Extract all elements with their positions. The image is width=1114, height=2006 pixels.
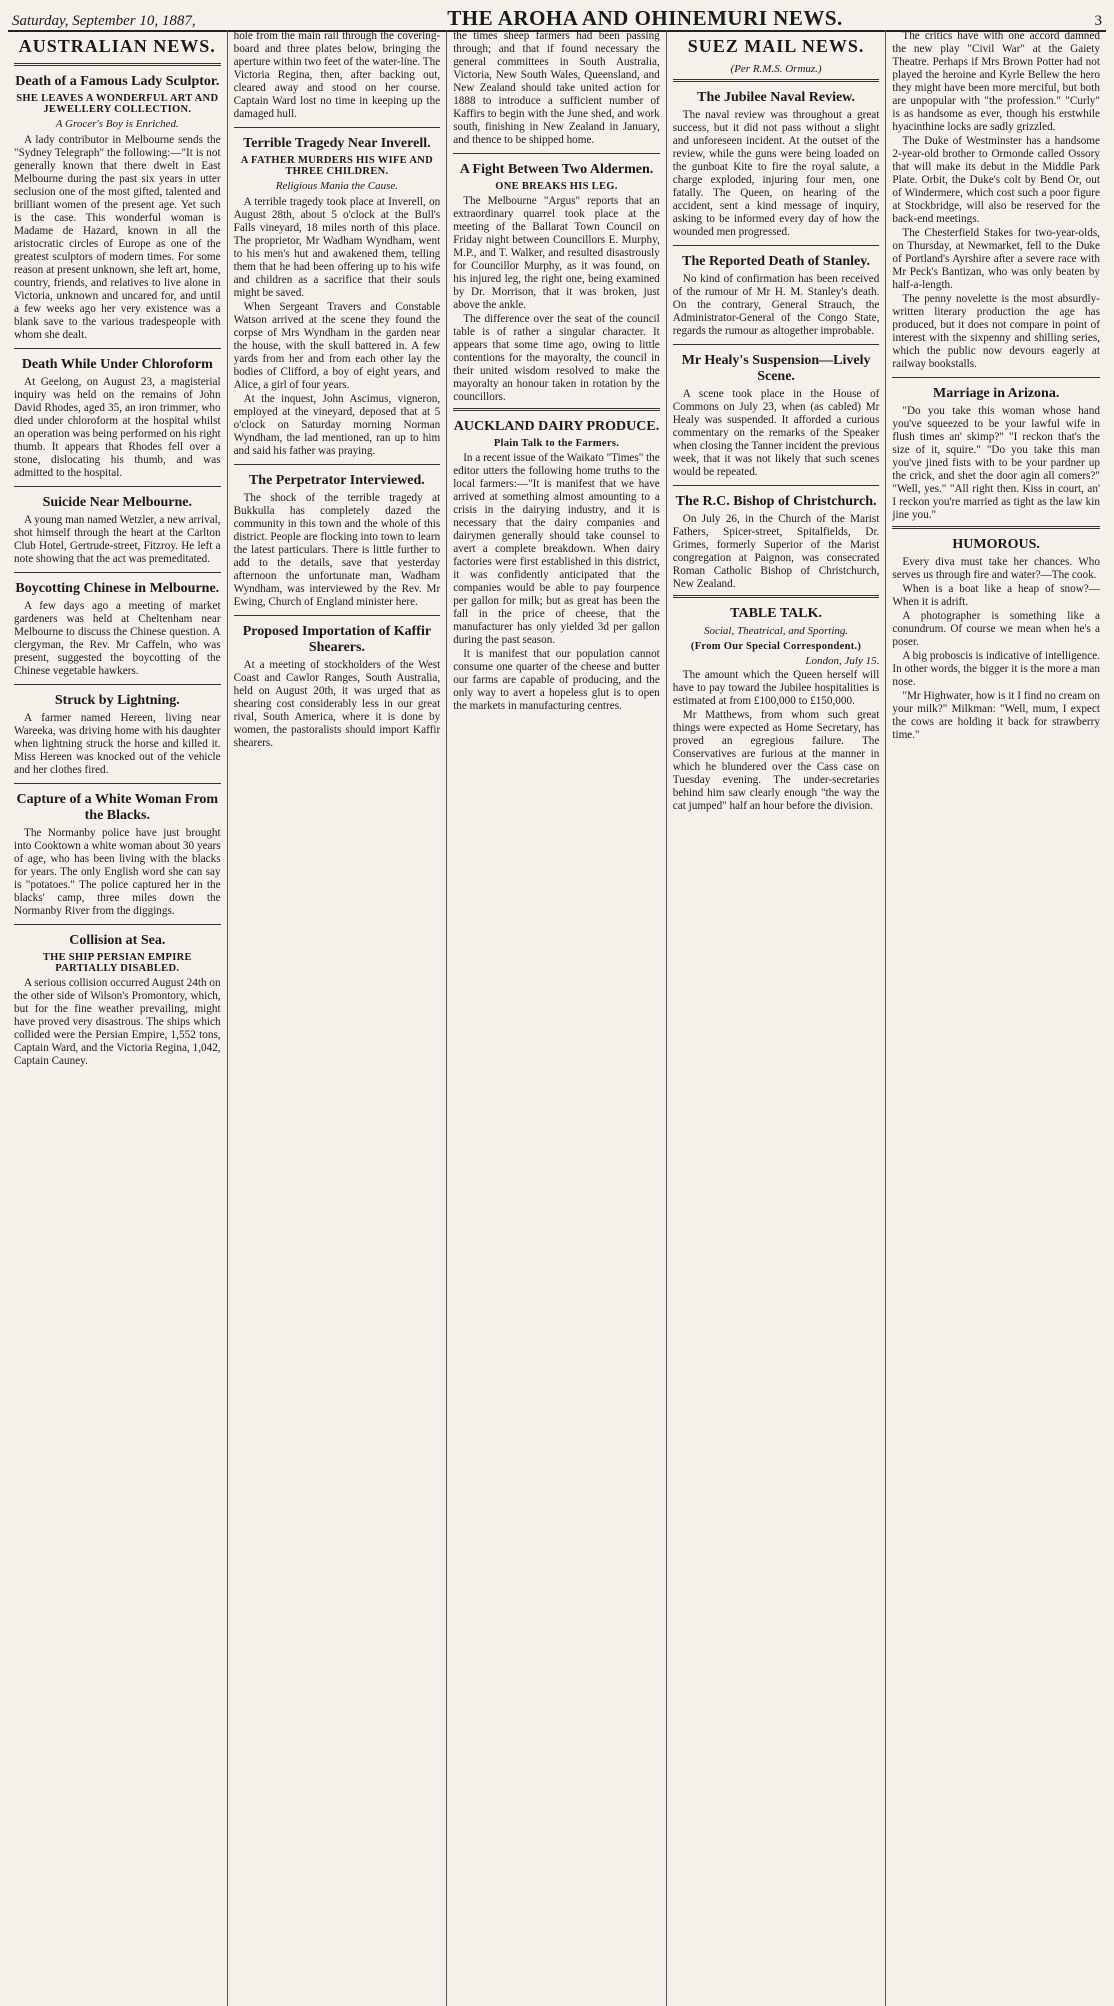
divider [453, 408, 660, 411]
column-4 [667, 30, 887, 2006]
article-title: The R.C. Bishop of Christchurch. [675, 494, 877, 509]
paragraph: In a recent issue of the Waikato "Times" the editor utters the following home truths to the local farmers:—"It is manifest that we have arrived at something almost amounting to a crisis in the dairying industry, and it is necessary that the dairy companies and dairymen generally should take counsel to avert a complete breakdown. When dairy factories were first established in this district, it was confidently anticipated that the companies would be able to pay fourpence per gallon for milk; but as great has been the fall in the price of cheese, that the manufacturer has only yielded 3d per gallon during the past season. [453, 452, 660, 646]
divider [892, 377, 1100, 378]
column-5 [886, 30, 1106, 2006]
divider [673, 79, 880, 82]
article-title: The Jubilee Naval Review. [697, 90, 856, 105]
article-title: Suicide Near Melbourne. [42, 495, 193, 510]
paragraph: When is a boat like a heap of snow?—When it is adrift. [892, 583, 1100, 608]
article-title: HUMOROUS. [952, 537, 1040, 552]
paragraph: The Melbourne "Argus" reports that an extraordinary quarrel took place at the meeting of the Ballarat Town Council on Friday night between Councillors E. Murphy, M.P., and T. Walker, and resulted disastrously for Councillor Murphy, as it was found, on his injured leg, the right one, being examined by Dr. Morrison, that it was broken, just above the ankle. [453, 195, 660, 311]
article-subtitle: Religious Mania the Cause. [275, 180, 398, 192]
paragraph: It is manifest that our population cannot consume one quarter of the cheese and butter our farms are capable of producing, and the only way to avert a hopeless glut is to open the markets in manufacturing centres. [453, 648, 660, 712]
paragraph: The amount which the Queen herself will have to pay toward the Jubilee hospitalities is estimated at from £100,000 to £150,000. [672, 669, 880, 707]
article-subtitle: ONE BREAKS HIS LEG. [495, 181, 618, 192]
divider [14, 572, 221, 573]
paragraph: The Duke of Westminster has a handsome 2-year-old brother to Ormonde called Ossory that will make its debut in the Middle Park Plate. Orbit, the Duke's colt by Bend Or, out of Windermere, which cost such a poor figure at Stockbridge, will also be reserved for the back-end meetings. [892, 135, 1100, 225]
column-2 [228, 30, 448, 2006]
divider [14, 684, 221, 685]
article-title: A Fight Between Two Aldermen. [459, 162, 654, 177]
section-heading: SUEZ MAIL NEWS. [687, 36, 865, 56]
paragraph: The Normanby police have just brought into Cooktown a white woman about 30 years of age, who has been living with the blacks for years. The only English word she can say is "potatoes." The police captured her in the blacks' camp, three miles down the Normanby River from the diggings. [14, 827, 221, 917]
paragraph: A farmer named Hereen, living near Wareeka, was driving home with his daughter when lightning struck the horse and killed it. Miss Hereen was knocked out of the vehicle and her clothes fired. [14, 712, 221, 776]
article-title: Capture of a White Woman From the Blacks. [16, 792, 219, 823]
column-3 [447, 30, 667, 2006]
divider [453, 153, 660, 154]
page-number: 3 [1094, 13, 1102, 29]
paragraph: The critics have with one accord damned the new play "Civil War" at the Gaiety Theatre. Perhaps if Mrs Brown Potter had not played the heroine and Kyrle Bellew the hero they might have been more merciful, but both are unpopular with "the profession." "Curly" is as handsome as ever, though his erstwhile hyacinthine locks are sadly grizzled. [892, 30, 1100, 133]
column-1 [8, 30, 228, 2006]
paragraph: The shock of the terrible tragedy at Bukkulla has completely dazed the community in this town and the whole of this district. People are flocking into town to learn the latest particulars. There is little further to add to the details, save that yesterday afternoon the unfortunate man, Wadham Wyndham, was interviewed by the Rev. Mr Ewing, Church of England minister here. [233, 492, 441, 608]
paragraph: A big proboscis is indicative of intelligence. In other words, the bigger it is the more a man nose. [892, 650, 1100, 688]
columns [8, 30, 1106, 2006]
divider [234, 615, 441, 616]
article-title: The Reported Death of Stanley. [682, 254, 870, 269]
paragraph: A serious collision occurred August 24th on the other side of Wilson's Promontory, which, but for the fine weather prevailing, might have proved very disastrous. The ships which collided were the Persian Empire, 1,552 tons, Captain Ward, and the Victoria Regina, 1,042, Captain Cauney. [14, 977, 221, 1067]
article-title: Struck by Lightning. [54, 693, 180, 708]
paragraph: A scene took place in the House of Commons on July 23, when (as cabled) Mr Healy was suspended. It afforded a curious commentary on the remarks of the Speaker when closing the Tanner incident the previous week, that it was not likely that such scenes would be repeated. [672, 388, 880, 478]
article-title: Death While Under Chloroform [21, 357, 213, 372]
paragraph: the times sheep farmers had been passing through; and that if found necessary the general committees in South Australia, Victoria, New South Wales, Queensland, and New Zealand should take united action for 1888 to introduce a sufficient number of Kaffirs to begin with the June shed, and work south, finishing in New Zealand in January, and thence to be shipped home. [453, 30, 660, 146]
article-title: Mr Healy's Suspension—Lively Scene. [681, 353, 871, 384]
divider [673, 595, 880, 598]
divider [234, 464, 441, 465]
article-title: The Perpetrator Interviewed. [248, 473, 425, 488]
article-title: AUCKLAND DAIRY PRODUCE. [453, 419, 660, 434]
article-subtitle: Plain Talk to the Farmers. [493, 438, 620, 449]
paragraph: Mr Matthews, from whom such great things were expected as Home Secretary, has proved an egregious failure. The Conservatives are furious at the manner in which he blundered over the Cass case on Tuesday evening. The under-secretaries behind him saw clearly enough "the way the cat jumped" half an hour before the division. [672, 709, 880, 812]
divider [14, 486, 221, 487]
divider [14, 348, 221, 349]
paragraph: Every diva must take her chances. Who serves us through fire and water?—The cook. [892, 556, 1100, 581]
article-subtitle: SHE LEAVES A WONDERFUL ART AND JEWELLERY COLLECTION. [16, 93, 219, 115]
divider [14, 783, 221, 784]
article-title: Marriage in Arizona. [932, 386, 1060, 401]
article-subtitle: Social, Theatrical, and Sporting. [703, 625, 849, 637]
paragraph: The penny novelette is the most absurdly-written literary production the age has produced, but it does not compare in point of interest with the sixpenny and shilling series, which the public now devours eagerly at railway bookstalls. [892, 293, 1100, 370]
article-title: Terrible Tragedy Near Inverell. [243, 136, 431, 151]
paragraph: A young man named Wetzler, a new arrival, shot himself through the heart at the Carlton Club Hotel, Gertrude-street, Fitzroy. He left a note showing that the act was premeditated. [14, 514, 221, 565]
paper-title: THE AROHA AND OHINEMURI NEWS. [447, 6, 843, 30]
section-heading: AUSTRALIAN NEWS. [18, 36, 216, 56]
paragraph: At Geelong, on August 23, a magisterial inquiry was held on the remains of John David Rhodes, aged 35, an iron trimmer, who died under chloroform at the hospital whilst an operation was being performed on his right thumb. It appears that Rhodes fell over a stone, dislocating his thumb, and was admitted to the hospital. [14, 376, 221, 479]
divider [673, 485, 880, 486]
paragraph: A lady contributor in Melbourne sends the "Sydney Telegraph" the following:—"It is not generally known that there dwelt in East Melbourne during the past six years in utter seclusion one of the most gifted, talented and brilliant women of the present age. Yet such is the case. This wonderful woman is Madame de Hazard, known in all the aristocratic circles of Europe as one of the greatest sculptors of modern times. For some reason at present unknown, she left art, home, country, friends, and relatives to live alone in Victoria, unknown and uncared for, and until a few weeks ago her very existence was a blank save to the various tradespeople with whom she dealt. [14, 134, 221, 341]
divider [234, 127, 441, 128]
paragraph: When Sergeant Travers and Constable Watson arrived at the scene they found the corpse of Mrs Wyndham in the garden near the house, with the skull battered in. A few yards from her and from each other lay the bodies of Clifford, a boy of eight years, and Alice, a girl of four years. [233, 301, 441, 391]
paragraph: At the inquest, John Ascimus, vigneron, employed at the vineyard, deposed that at 5 o'clock on Saturday morning Norman Wyndham, the lad mentioned, ran up to him and said his father was praying. [233, 393, 441, 457]
paragraph: A photographer is something like a conundrum. Of course we mean when he's a poser. [892, 610, 1100, 648]
paragraph: The difference over the seat of the council table is of rather a singular character. It appears that some time ago, owing to little contentions for the mayoralty, the council in their united wisdom resolved to make the mayoralty an honour taken in rotation by the councillors. [453, 313, 660, 403]
article-subtitle: A Grocer's Boy is Enriched. [55, 118, 179, 130]
mail-route: (Per R.M.S. Ormuz.) [730, 63, 822, 75]
correspondent-line: (From Our Special Correspondent.) [690, 641, 862, 652]
article-title: TABLE TALK. [730, 606, 822, 621]
paragraph: A few days ago a meeting of market gardeners was held at Cheltenham near Melbourne to discuss the Chinese question. A clergyman, the Rev. Mr Caffeln, who was present, suggested the boycotting of the Chinese vegetable hawkers. [14, 600, 221, 677]
article-title: Death of a Famous Lady Sculptor. [15, 74, 220, 89]
paragraph: "Do you take this woman whose hand you've squeezed to be your lawful wife in flush times an' skimp?" "I reckon that's the size of it, squire." "Do you take this man you've jined fists with to be your pardner up the crick, and shet the door agin all comers?" "Well, yes." "All right then. Kiss in court, an' I reckon you're married as tight as the law kin jine you." [892, 405, 1100, 521]
paragraph: "Mr Highwater, how is it I find no cream on your milk?" Milkman: "Well, mum, I expect the cows are holding it back for strawberry time." [892, 690, 1100, 741]
article-title: Collision at Sea. [69, 933, 166, 948]
article-title: Proposed Importation of Kaffir Shearers. [242, 624, 432, 655]
paragraph: hole from the main rail through the covering-board and three plates below, bringing the aperture within two feet of the water-line. The Victoria Regina, then, after backing out, cleared away and stood on her course. Captain Ward lost no time in keeping up the damaged hull. [233, 30, 441, 120]
divider [14, 924, 221, 925]
masthead [8, 4, 1106, 32]
divider [892, 526, 1100, 529]
paragraph: No kind of confirmation has been received of the rumour of Mr H. M. Stanley's death. On the contrary, General Strauch, the Administrator-General of the Congo State, regards the rumour as altogether improbable. [672, 273, 880, 337]
divider [673, 245, 880, 246]
article-title: Boycotting Chinese in Melbourne. [15, 581, 220, 596]
dateline: London, July 15. [805, 655, 880, 667]
paragraph: At a meeting of stockholders of the West Coast and Cawlor Ranges, South Australia, held on August 20th, it was urged that as shearing cost considerably less in our great rival, South America, where it is done by women, the pastoralists should import Kaffir shearers. [233, 659, 441, 749]
article-subtitle: THE SHIP PERSIAN EMPIRE PARTIALLY DISABLED. [42, 952, 192, 974]
article-subtitle: A FATHER MURDERS HIS WIFE AND THREE CHILDREN. [240, 155, 433, 177]
issue-date: Saturday, September 10, 1887, [12, 13, 196, 29]
paragraph: On July 26, in the Church of the Marist Fathers, Spicer-street, Spitalfields, Dr. Grimes, formerly Superior of the Marist congregation at Paignon, was consecrated Roman Catholic Bishop of Christchurch, New Zealand. [672, 513, 880, 590]
paragraph: The naval review was throughout a great success, but it did not pass without a slight and unforeseen incident. At the outset of the review, while the guns were being loaded on the gunboat Kite to fire the royal salute, a charge exploded, injuring four men, one fatally. The Queen, on hearing of the accident, sent a kind message of inquiry, asking to be informed every day of how the wounded men progressed. [672, 109, 880, 238]
paragraph: The Chesterfield Stakes for two-year-olds, on Thursday, at Newmarket, fell to the Duke of Portland's Ayrshire after a severe race with Mr Peck's Bantizan, who was only beaten by half-a-length. [892, 227, 1100, 291]
paragraph: A terrible tragedy took place at Inverell, on August 28th, about 5 o'clock at the Bull's Falls vineyard, 18 miles north of this place. The proprietor, Mr Wadham Wyndham, went to his men's hut and awakened them, telling them that he had been offering up to his wife and children as a sacrifice that their souls might be saved. [233, 196, 441, 299]
divider [14, 63, 221, 66]
divider [673, 344, 880, 345]
